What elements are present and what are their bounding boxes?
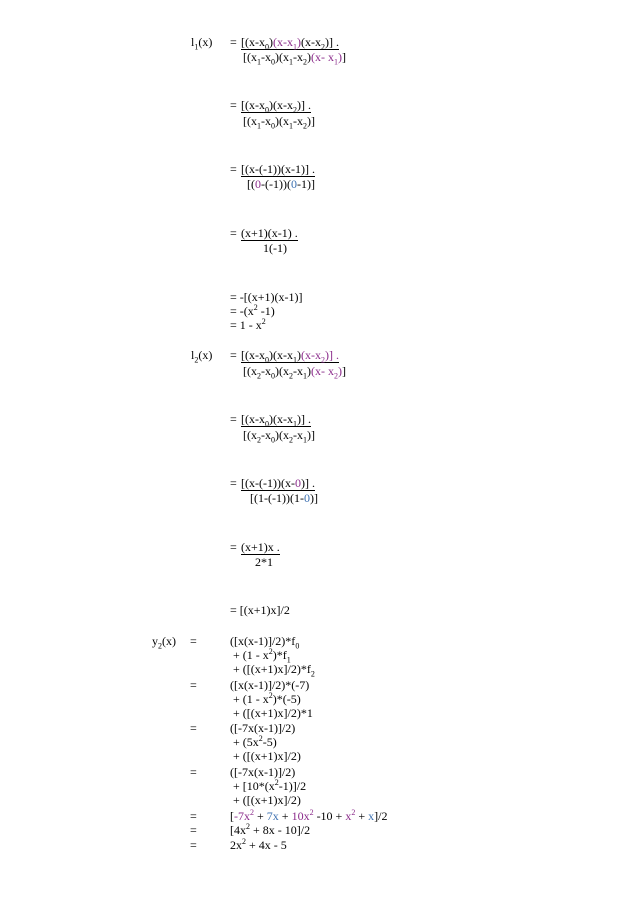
y2-group3-line-3: + ([(x+1)x]/2)	[233, 749, 301, 763]
y2-group4-line-3: + ([(x+1)x]/2)	[233, 793, 301, 807]
l1-final-line-1: = -[(x+1)(x-1)]	[230, 290, 303, 304]
l2-step1-denominator: [$(x_2-x_0)(x_2-x_1)(x-$ $x_2$)]	[243, 364, 346, 381]
l1-step4-equals: =	[230, 226, 237, 240]
y2-group3-equals: =	[190, 721, 197, 735]
y2-group3-line-1: ([-7x(x-1)]/2)	[230, 721, 296, 735]
y2-group7-line-1: $2x^2 + 4x - 5$	[230, 837, 287, 852]
l2-step4-denominator: 2*1	[255, 555, 273, 569]
y2-group4-line-2: + $[10*(x^2-1)]/2$	[233, 778, 307, 793]
l1-step1-numerator: $[(x-x_0)(x-x_1)(x-x_2)]$ .	[241, 35, 339, 52]
l2-step2-numerator: $[(x-x_0)(x-x_1)]$ .	[241, 412, 311, 429]
l1-step4-numerator: (x+1)(x-1) .	[241, 226, 298, 240]
y2-group5-line-1: [$-7x^2 + 7x + 10x^2$ $-10 + x^2 + x]/2$	[230, 808, 388, 823]
y2-group6-equals: =	[190, 823, 197, 837]
l1-step2-equals: =	[230, 98, 237, 112]
y2-group2-line-2: + $(1 - x^2)*(-5)$	[233, 691, 301, 706]
l1-step2-denominator: $[(x_1-x_0)(x_1-x_2)]$	[243, 114, 315, 131]
y2-group2-line-1: ([x(x-1)]/2)*(-7)	[230, 678, 310, 692]
l1-label: $l_1(x)$	[191, 35, 213, 52]
y2-group1-line-2: + $(1 - x^2)*f_1$	[233, 647, 291, 665]
l2-label: $l_2(x)$	[191, 348, 213, 365]
l1-step1-denominator: [$(x_1-x_0)(x_1-x_2)(x-$ $x_1$)]	[243, 50, 346, 67]
l1-step2-numerator: $[(x-x_0)(x-x_2)]$ .	[241, 98, 311, 115]
y2-group2-equals: =	[190, 678, 197, 692]
l1-step3-numerator: [(x-(-1))(x-1)] .	[241, 162, 315, 176]
l2-step2-denominator: $[(x_2-x_0)(x_2-x_1)]$	[243, 428, 315, 445]
l2-step4-equals: =	[230, 540, 237, 554]
y2-group1-line-3: + $([(x+1)x]/2)*f_2$	[233, 662, 315, 679]
y2-group4-line-1: ([-7x(x-1)]/2)	[230, 765, 296, 779]
l2-step3-denominator: [(1-(-1))(1-0)]	[250, 491, 318, 505]
y2-group3-line-2: + $(5x^2-5)$	[233, 734, 277, 749]
y2-group1-equals: =	[190, 634, 197, 648]
y2-group4-equals: =	[190, 765, 197, 779]
l1-step3-equals: =	[230, 162, 237, 176]
l1-step3-denominator: [(0-(-1))(0-1)]	[247, 177, 315, 191]
y2-group6-line-1: $[4x^2 + 8x - 10]/2$	[230, 822, 311, 837]
y2-group1-line-1: $([x(x-1)]/2)*f_0$	[230, 634, 300, 651]
l1-step1-equals: =	[230, 35, 237, 49]
l2-step3-numerator: [(x-(-1))(x-0)] .	[241, 476, 315, 490]
y2-group7-equals: =	[190, 838, 197, 852]
l2-step1-equals: =	[230, 348, 237, 362]
l1-final-line-3: = $1 - x^2$	[230, 317, 266, 332]
y2-group5-equals: =	[190, 809, 197, 823]
l1-final-line-2: = $-(x^2$ -1)	[230, 303, 275, 318]
y2-label: $y_2(x)$	[152, 634, 176, 651]
l2-step3-equals: =	[230, 476, 237, 490]
l2-final-line-1: = [(x+1)x]/2	[230, 603, 290, 617]
l2-step2-equals: =	[230, 412, 237, 426]
l2-step1-numerator: $[(x-x_0)(x-x_1)(x-x_2)]$ .	[241, 348, 339, 365]
l2-step4-numerator: (x+1)x .	[241, 540, 280, 554]
l1-step4-denominator: 1(-1)	[263, 241, 287, 255]
y2-group2-line-3: + ([(x+1)x]/2)*1	[233, 706, 313, 720]
